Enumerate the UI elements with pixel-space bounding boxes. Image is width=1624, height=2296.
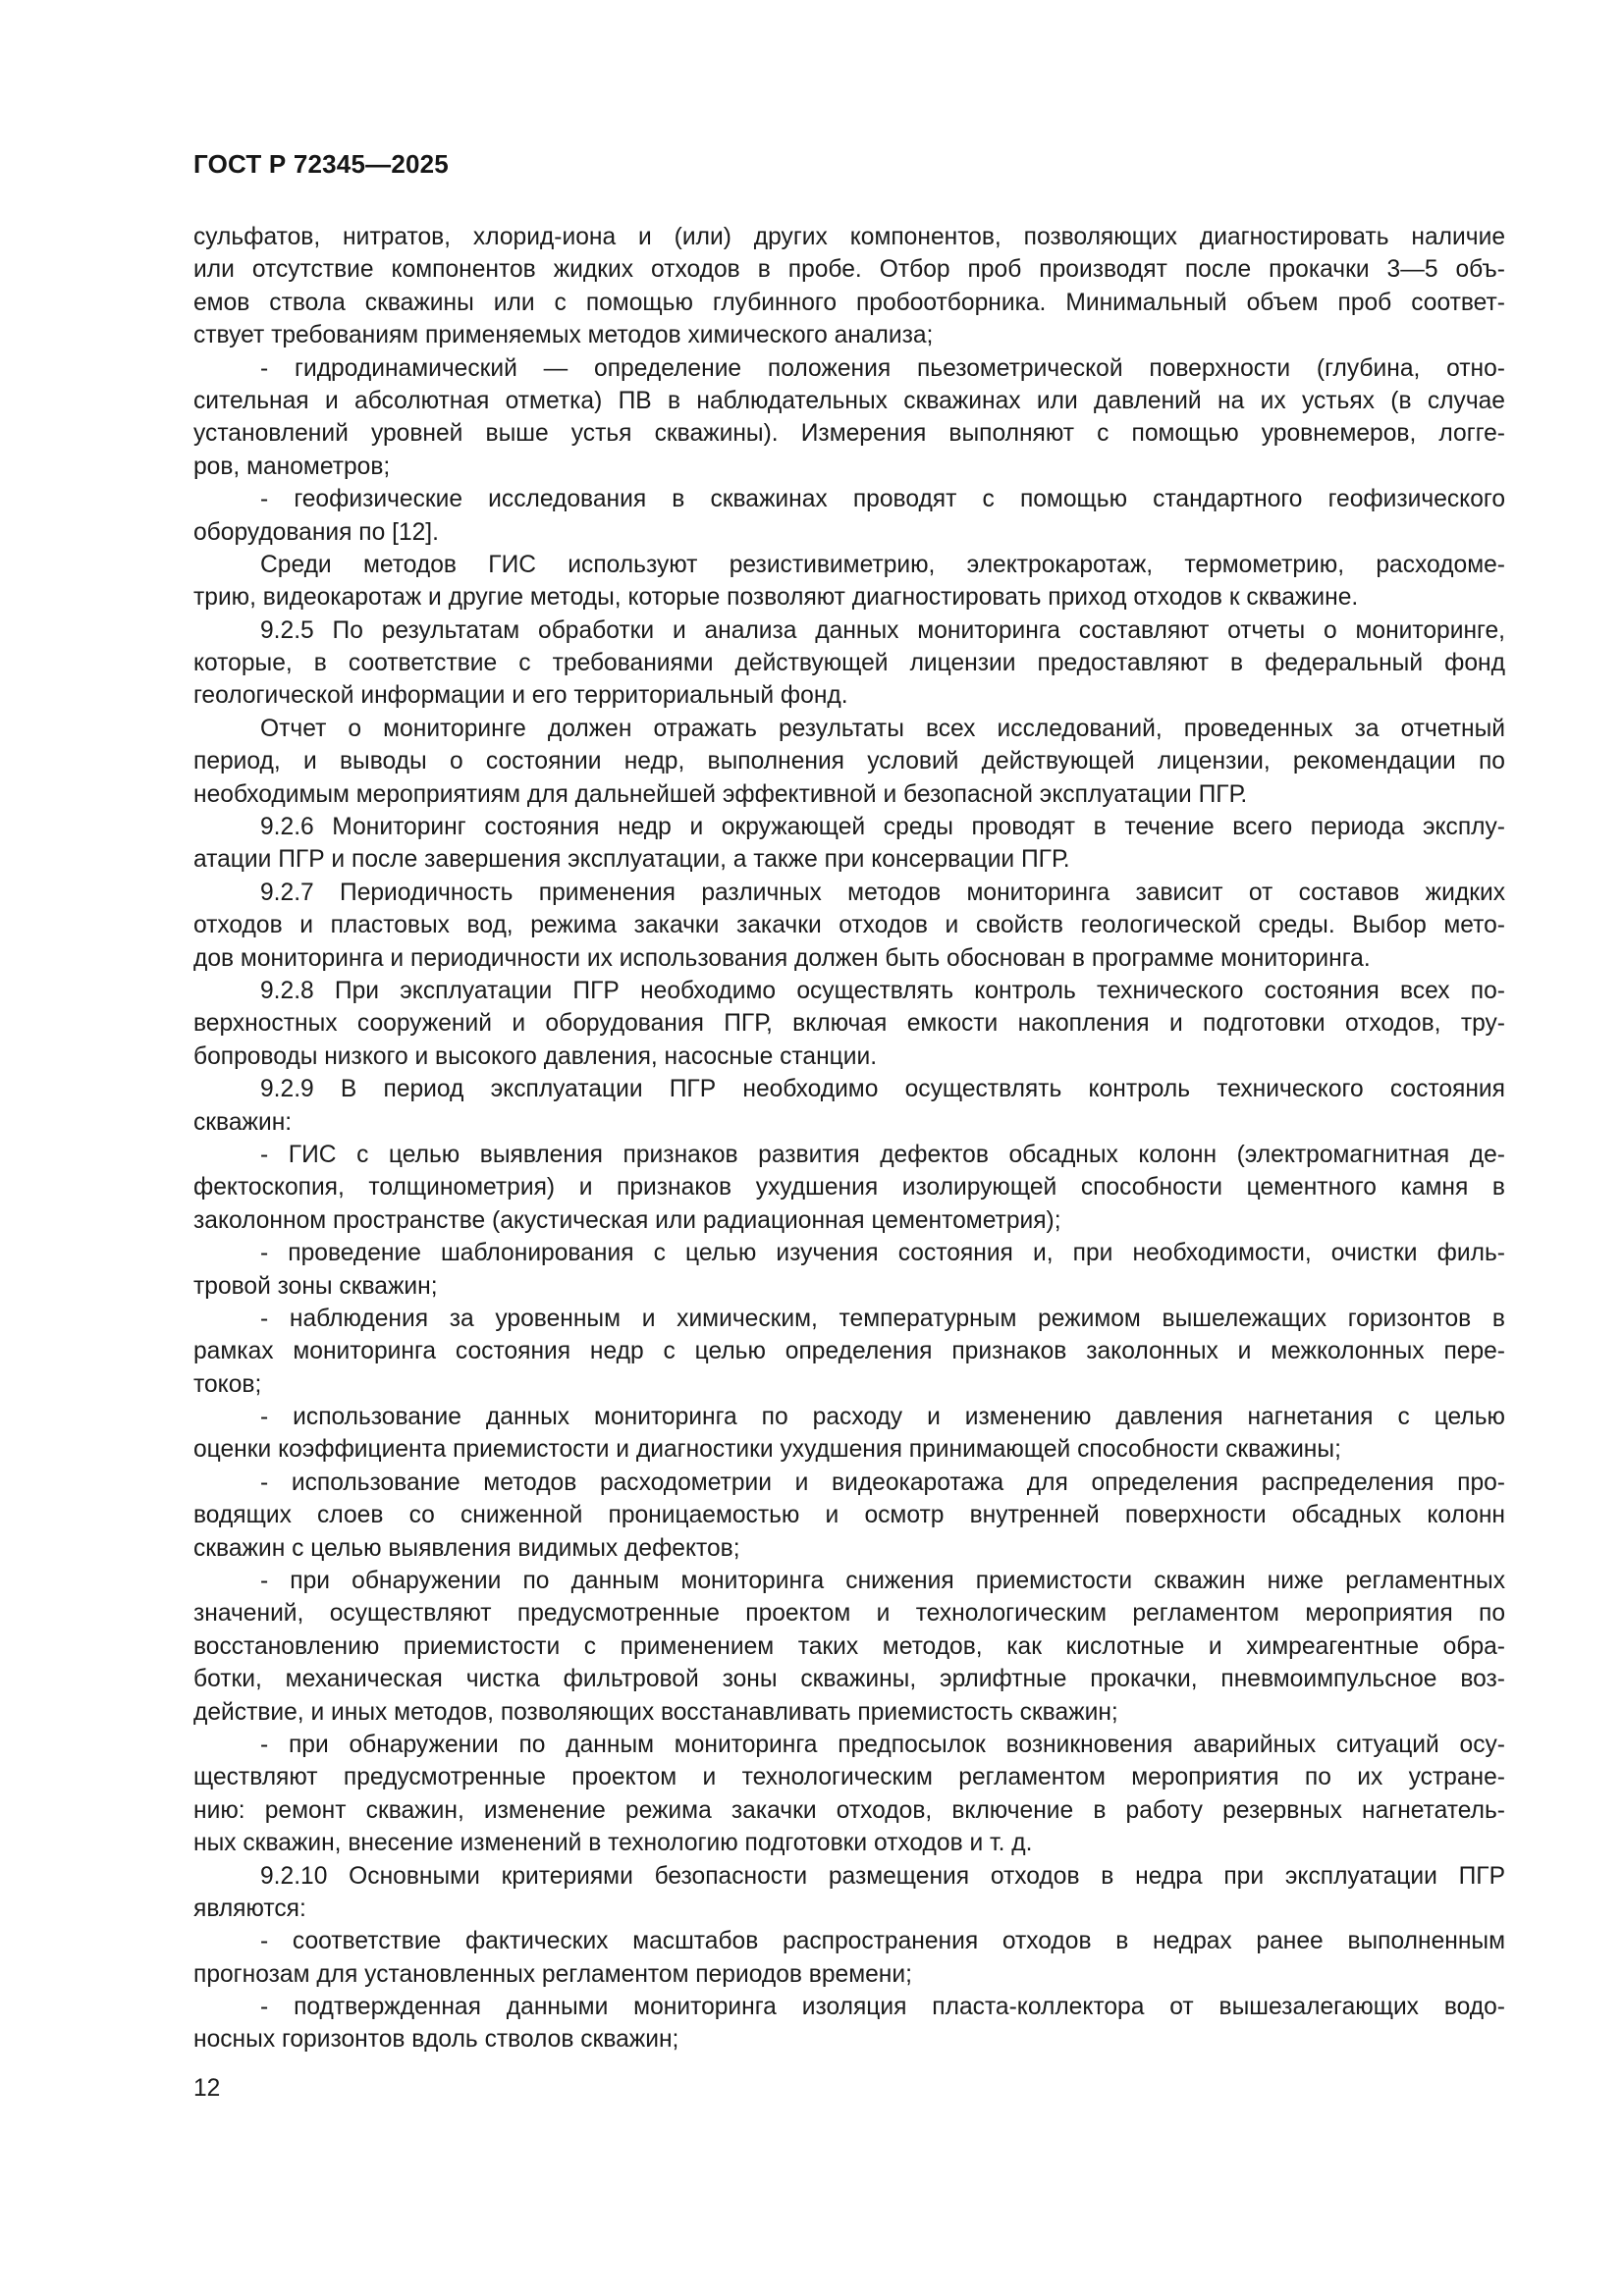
text-line: скважин:	[193, 1108, 293, 1136]
paragraph	[193, 549, 1505, 614]
text-line: действие, и иных методов, позволяющих восстанавливать приемистость скважин;	[193, 1698, 1118, 1726]
body-text	[193, 221, 1505, 2056]
text-line: верхностных сооружений и оборудования ПГР, включая емкости накопления и подготовки отходов, тру-	[193, 1010, 1505, 1038]
text-line: рамках мониторинга состояния недр с целью определения признаков заколонных и межколонных пере-	[193, 1338, 1505, 1365]
text-line: ствует требованиям применяемых методов химического анализа;	[193, 322, 934, 349]
text-line: 9.2.6 Мониторинг состояния недр и окружающей среды проводят в течение всего периода эксплу-	[260, 814, 1505, 841]
text-line: трию, видеокаротаж и другие методы, которые позволяют диагностировать приход отходов к скважине.	[193, 584, 1359, 612]
paragraph	[193, 1565, 1505, 1729]
paragraph	[193, 1991, 1505, 2056]
paragraph	[193, 221, 1505, 352]
text-line: установлений уровней выше устья скважины). Измерения выполняют с помощью уровнемеров, логге-	[193, 420, 1505, 448]
paragraph	[193, 1237, 1505, 1303]
text-line: скважин с целью выявления видимых дефектов;	[193, 1534, 740, 1562]
text-line: геологической информации и его территориальный фонд.	[193, 682, 848, 710]
text-line: токов;	[193, 1370, 262, 1398]
text-line: - проведение шаблонирования с целью изучения состояния и, при необходимости, очистки филь-	[260, 1240, 1505, 1267]
text-line: - при обнаружении по данным мониторинга снижения приемистости скважин ниже регламентных	[260, 1568, 1505, 1595]
text-line: отходов и пластовых вод, режима закачки закачки отходов и свойств геологической среды. Выбор мето-	[193, 912, 1505, 939]
text-line: ных скважин, внесение изменений в технологию подготовки отходов и т. д.	[193, 1830, 1033, 1857]
text-line: дов мониторинга и периодичности их использования должен быть обоснован в программе мониторинга.	[193, 944, 1371, 972]
text-line: которые, в соответствие с требованиями действующей лицензии предоставляют в федеральный фонд	[193, 650, 1505, 677]
text-line: заколонном пространстве (акустическая или радиационная цементометрия);	[193, 1206, 1061, 1234]
text-line: Отчет о мониторинге должен отражать результаты всех исследований, проведенных за отчетный	[260, 715, 1505, 742]
text-line: являются:	[193, 1895, 306, 1922]
text-line: или отсутствие компонентов жидких отходов в пробе. Отбор проб производят после прокачки 3—5 объ-	[193, 256, 1505, 284]
paragraph	[193, 1729, 1505, 1860]
paragraph	[193, 352, 1505, 484]
page-number: 12	[193, 2075, 221, 2102]
text-line: - наблюдения за уровенным и химическим, температурным режимом вышележащих горизонтов в	[260, 1305, 1505, 1332]
text-line: - геофизические исследования в скважинах проводят с помощью стандартного геофизического	[260, 486, 1505, 513]
text-line: прогнозам для установленных регламентом периодов времени;	[193, 1960, 912, 1988]
text-line: ров, манометров;	[193, 453, 391, 480]
text-line: емов ствола скважины или с помощью глубинного пробоотборника. Минимальный объем проб соответ-	[193, 289, 1505, 316]
text-line: 9.2.8 При эксплуатации ПГР необходимо осуществлять контроль технического состояния всех по-	[260, 977, 1505, 1004]
paragraph	[193, 1401, 1505, 1467]
paragraph	[193, 975, 1505, 1073]
paragraph	[193, 811, 1505, 877]
paragraph	[193, 1139, 1505, 1237]
paragraph	[193, 877, 1505, 975]
paragraph	[193, 1860, 1505, 1926]
paragraph	[193, 1073, 1505, 1139]
text-line: 9.2.7 Периодичность применения различных методов мониторинга зависит от составов жидких	[260, 879, 1505, 906]
text-line: - соответствие фактических масштабов распространения отходов в недрах ранее выполненным	[260, 1928, 1505, 1955]
text-line: оценки коэффициента приемистости и диагностики ухудшения принимающей способности скважины;	[193, 1436, 1341, 1464]
text-line: - использование методов расходометрии и видеокаротажа для определения распределения про-	[260, 1468, 1505, 1496]
paragraph	[193, 614, 1505, 713]
text-line: 9.2.5 По результатам обработки и анализа данных мониторинга составляют отчеты о мониторинге,	[260, 616, 1505, 644]
text-line: сительная и абсолютная отметка) ПВ в наблюдательных скважинах или давлений на их устьях (в случае	[193, 387, 1505, 414]
text-line: Среди методов ГИС используют резистивиметрию, электрокаротаж, термометрию, расходоме-	[260, 551, 1505, 578]
text-line: значений, осуществляют предусмотренные проектом и технологическим регламентом мероприятия по	[193, 1600, 1505, 1628]
text-line: носных горизонтов вдоль стволов скважин;	[193, 2026, 679, 2054]
text-line: период, и выводы о состоянии недр, выполнения условий действующей лицензии, рекомендации по	[193, 748, 1505, 775]
text-line: - ГИС с целью выявления признаков развития дефектов обсадных колонн (электромагнитная де-	[260, 1141, 1505, 1168]
text-line: сульфатов, нитратов, хлорид-иона и (или) других компонентов, позволяющих диагностировать наличие	[193, 224, 1505, 250]
text-line: фектоскопия, толщинометрия) и признаков ухудшения изолирующей способности цементного камня в	[193, 1174, 1505, 1201]
text-line: оборудования по [12].	[193, 518, 439, 546]
paragraph	[193, 1303, 1505, 1401]
text-line: атации ПГР и после завершения эксплуатации, а также при консервации ПГР.	[193, 846, 1070, 874]
text-line: тровой зоны скважин;	[193, 1272, 438, 1300]
paragraph	[193, 1467, 1505, 1565]
text-line: 9.2.10 Основными критериями безопасности размещения отходов в недра при эксплуатации ПГР	[260, 1862, 1505, 1890]
paragraph	[193, 483, 1505, 549]
text-line: ботки, механическая чистка фильтровой зоны скважины, эрлифтные прокачки, пневмоимпульсное воз-	[193, 1666, 1505, 1693]
text-line: ществляют предусмотренные проектом и технологическим регламентом мероприятия по их устране-	[193, 1764, 1505, 1791]
text-line: - при обнаружении по данным мониторинга предпосылок возникновения аварийных ситуаций осу-	[260, 1731, 1505, 1758]
text-line: необходимым мероприятиям для дальнейшей эффективной и безопасной эксплуатации ПГР.	[193, 780, 1248, 808]
text-line: нию: ремонт скважин, изменение режима закачки отходов, включение в работу резервных нагнетатель-	[193, 1796, 1505, 1824]
text-line: - использование данных мониторинга по расходу и изменению давления нагнетания с целью	[260, 1404, 1505, 1431]
text-line: - гидродинамический — определение положения пьезометрической поверхности (глубина, отно-	[260, 354, 1505, 382]
paragraph	[193, 713, 1505, 811]
text-line: - подтвержденная данными мониторинга изоляция пласта-коллектора от вышезалегающих водо-	[260, 1994, 1505, 2021]
paragraph	[193, 1925, 1505, 1991]
text-line: водящих слоев со сниженной проницаемостью и осмотр внутренней поверхности обсадных колонн	[193, 1502, 1505, 1529]
text-line: 9.2.9 В период эксплуатации ПГР необходимо осуществлять контроль технического состояния	[260, 1076, 1505, 1103]
text-line: бопроводы низкого и высокого давления, насосные станции.	[193, 1042, 878, 1070]
standard-header: ГОСТ Р 72345—2025	[193, 149, 449, 179]
text-line: восстановлению приемистости с применением таких методов, как кислотные и химреагентные обра-	[193, 1632, 1505, 1660]
